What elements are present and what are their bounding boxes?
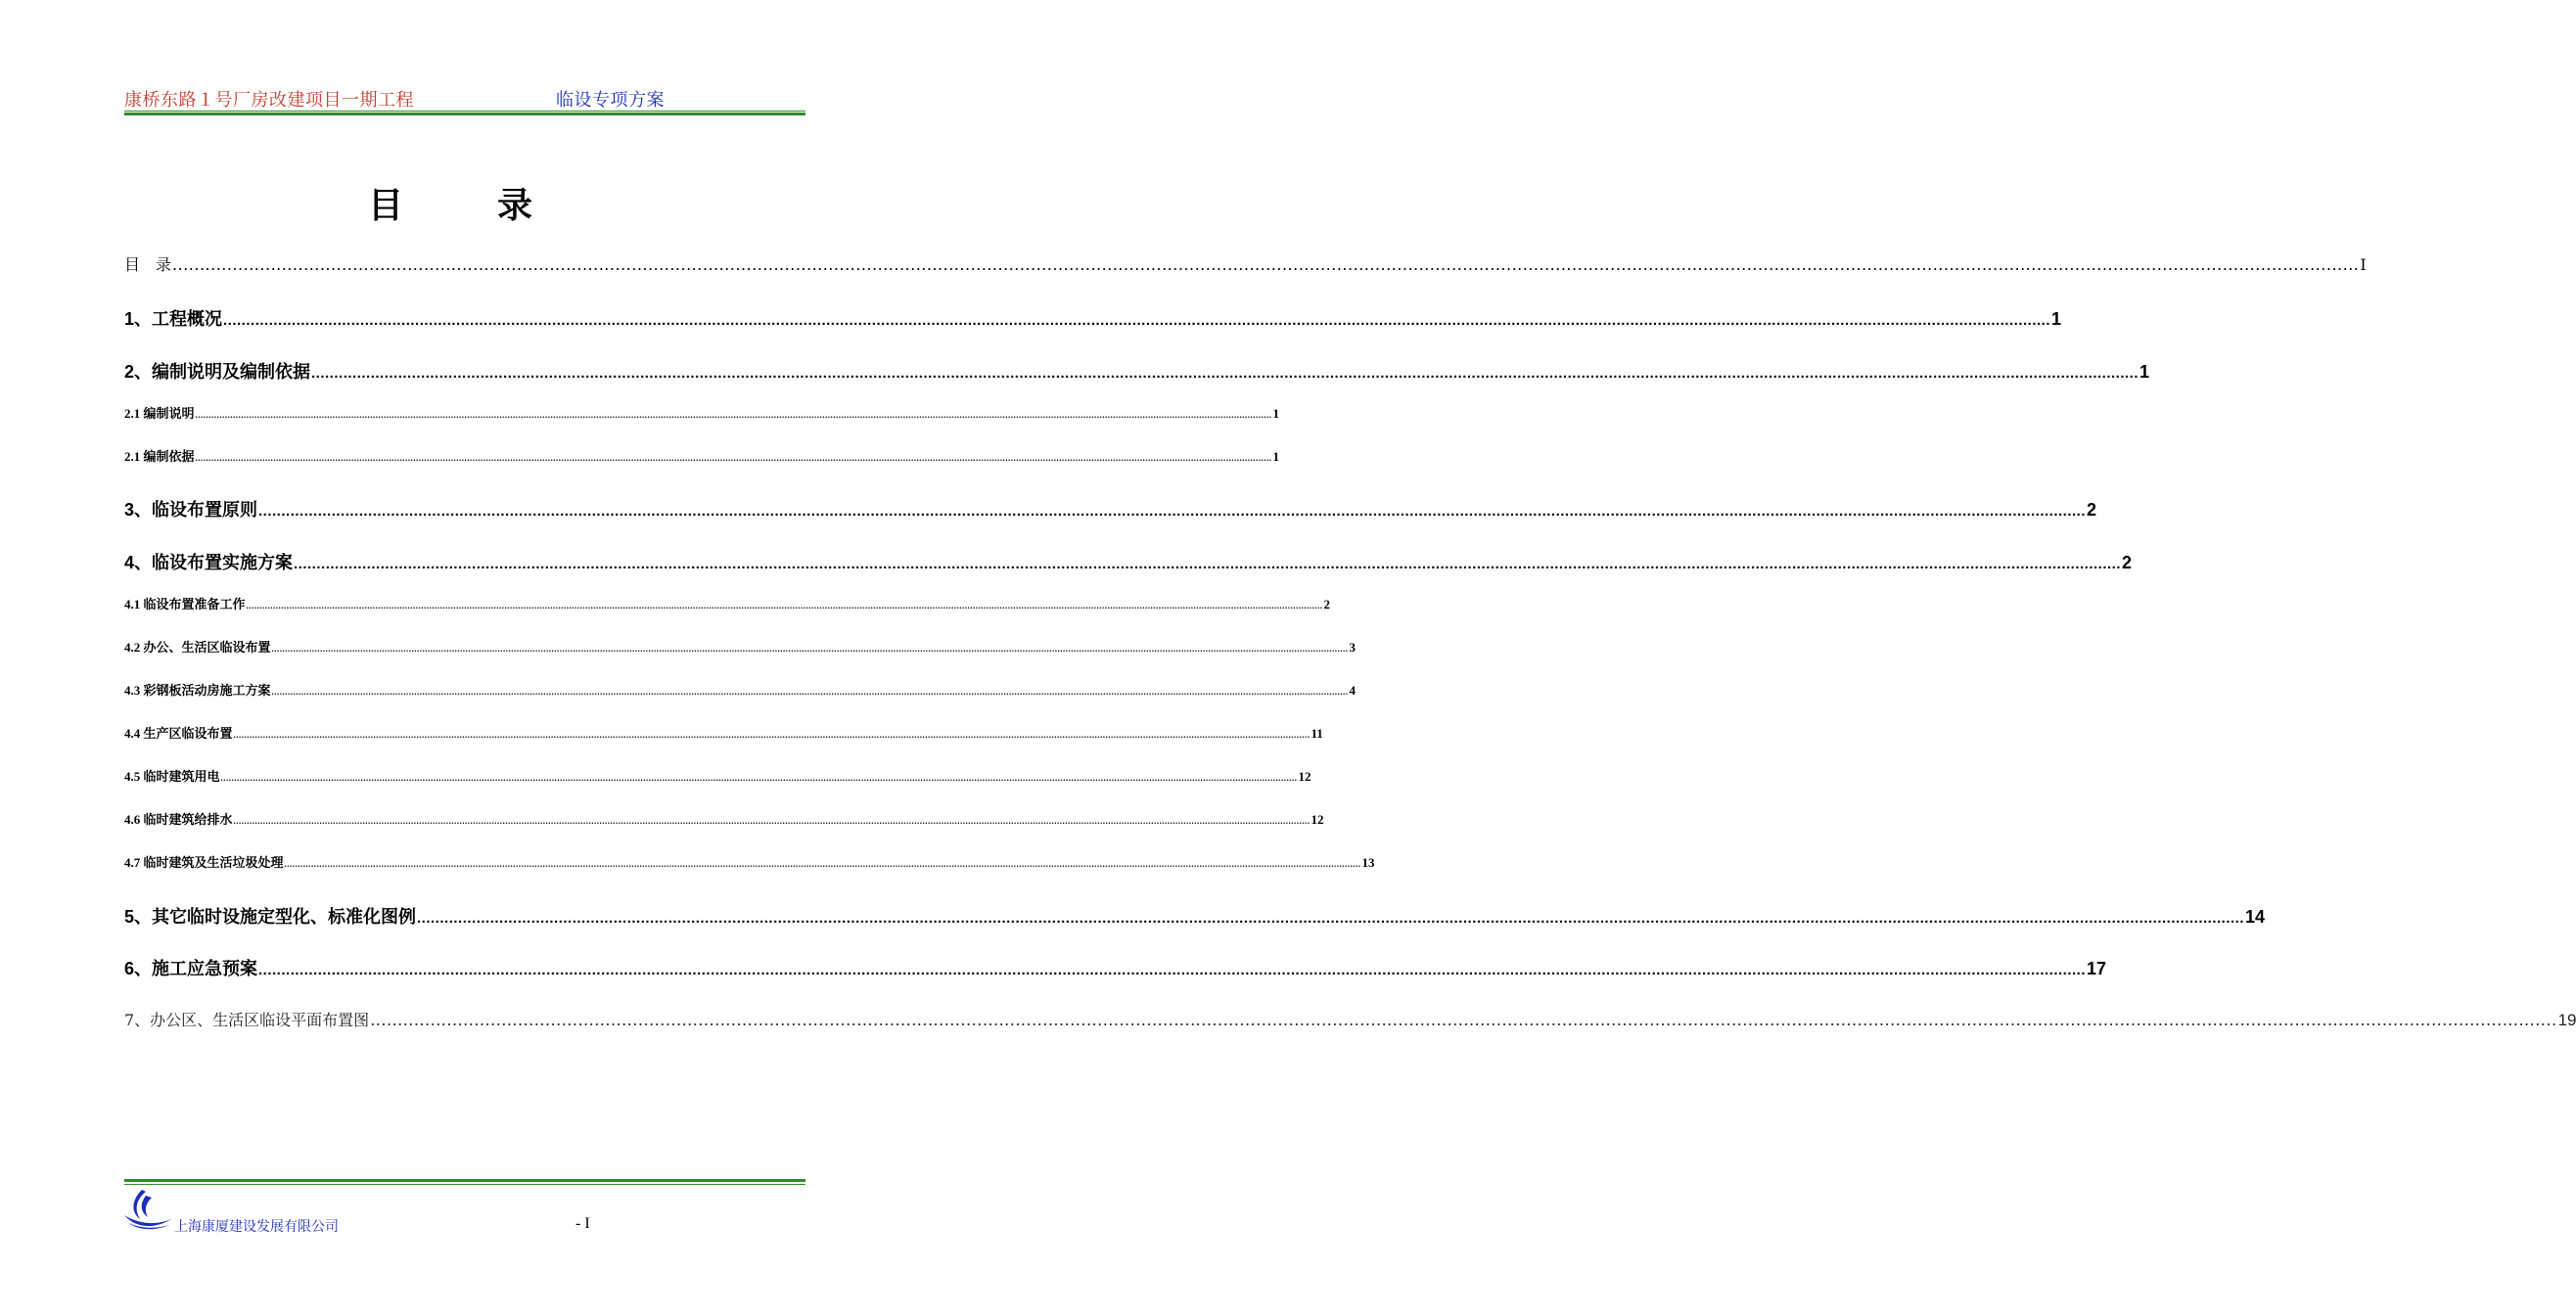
toc-label: 5、其它临时设施定型化、标准化图例 [124, 907, 417, 927]
toc-leader: ................................................................................................................................................................................................................................................................................................................................................................................................................ [223, 312, 2051, 329]
toc-entry-4[interactable] [124, 549, 2133, 574]
toc-leader: ................................................................................................................................................................................................................................................................................................................................................................................................................ [271, 687, 1349, 697]
toc-leader: ................................................................................................................................................................................................................................................................................................................................................................................................................ [220, 773, 1298, 783]
toc-page: 13 [1361, 855, 1375, 870]
header-rule-thick [124, 113, 805, 115]
toc-entry-contents[interactable] [124, 252, 2367, 275]
header-project-title: 康桥东路１号厂房改建项目一期工程 [124, 90, 414, 111]
toc-leader: ................................................................................................................................................................................................................................................................................................................................................................................................................ [233, 816, 1311, 826]
toc-leader: ................................................................................................................................................................................................................................................................................................................................................................................................................ [258, 962, 2087, 978]
toc-entry-7[interactable] [124, 1008, 2576, 1030]
toc-label: 1、工程概况 [124, 309, 223, 329]
toc-page: 12 [1298, 769, 1311, 784]
header-rule-thin [124, 111, 805, 112]
toc-page: 11 [1311, 726, 1323, 741]
toc-entry-3[interactable] [124, 496, 2097, 521]
toc-page: 2 [2087, 500, 2097, 520]
footer-page-number: - I [575, 1215, 590, 1232]
toc-leader: ................................................................................................................................................................................................................................................................................................................................................................................................................ [195, 453, 1272, 463]
toc-label: 4.7 临时建筑及生活垃圾处理 [124, 855, 284, 870]
toc-entry-4-5[interactable] [124, 766, 1311, 785]
toc-label: 4.2 办公、生活区临设布置 [124, 640, 271, 655]
toc-leader: ................................................................................................................................................................................................................................................................................................................................................................................................................ [271, 644, 1349, 654]
toc-label: 7、办公区、生活区临设平面布置图 [124, 1011, 370, 1029]
toc-label: 4.1 临设布置准备工作 [124, 597, 246, 612]
toc-leader: ................................................................................................................................................................................................................................................................................................................................................................................................................ [233, 730, 1311, 740]
toc-label: 目 录 [124, 255, 172, 274]
toc-leader: ................................................................................................................................................................................................................................................................................................................................................................................................................ [195, 410, 1272, 420]
toc-page: 19 [2557, 1011, 2576, 1029]
footer-company-name: 上海康厦建设发展有限公司 [174, 1219, 339, 1235]
toc-leader: ................................................................................................................................................................................................................................................................................................................................................................................................................ [370, 1011, 2557, 1029]
toc-entry-2[interactable] [124, 358, 2150, 384]
footer-rule-thin [124, 1184, 805, 1185]
toc-page: 4 [1349, 683, 1357, 698]
page-title: 目 录 [367, 186, 562, 226]
toc-entry-6[interactable] [124, 955, 2107, 980]
toc-label: 2.1 编制依据 [124, 449, 195, 464]
toc-label: 2、编制说明及编制依据 [124, 362, 311, 382]
toc-entry-4-1[interactable] [124, 594, 1331, 612]
toc-label: 4.6 临时建筑给排水 [124, 812, 233, 827]
company-logo-icon [122, 1186, 173, 1233]
toc-label: 3、临设布置原则 [124, 500, 258, 520]
toc-label: 4.3 彩钢板活动房施工方案 [124, 683, 271, 698]
toc-page: 1 [2139, 362, 2150, 382]
toc-page: 1 [1272, 406, 1280, 421]
footer-rule-thick [124, 1179, 805, 1182]
toc-page: 14 [2245, 907, 2266, 927]
toc-page: 2 [1323, 597, 1331, 612]
toc-entry-5[interactable] [124, 903, 2266, 929]
toc-page: 2 [2122, 553, 2133, 572]
toc-label: 6、施工应急预案 [124, 959, 258, 978]
toc-leader: ................................................................................................................................................................................................................................................................................................................................................................................................................ [311, 365, 2139, 382]
toc-label: 4.5 临时建筑用电 [124, 769, 220, 784]
toc-leader: ................................................................................................................................................................................................................................................................................................................................................................................................................ [417, 910, 2245, 927]
toc-entry-4-2[interactable] [124, 637, 1357, 656]
toc-entry-4-3[interactable] [124, 680, 1357, 699]
toc-leader: ................................................................................................................................................................................................................................................................................................................................................................................................................ [172, 255, 2360, 274]
toc-page: I [2360, 255, 2367, 274]
page-header [124, 86, 805, 110]
toc-entry-1[interactable] [124, 305, 2062, 331]
toc-entry-4-4[interactable] [124, 723, 1323, 742]
toc-page: 1 [2051, 309, 2062, 329]
toc-leader: ................................................................................................................................................................................................................................................................................................................................................................................................................ [246, 601, 1323, 611]
toc-entry-4-7[interactable] [124, 852, 1375, 871]
toc-page: 1 [1272, 449, 1280, 464]
toc-page: 17 [2087, 959, 2107, 978]
toc-leader: ................................................................................................................................................................................................................................................................................................................................................................................................................ [284, 859, 1361, 869]
toc-label: 4.4 生产区临设布置 [124, 726, 233, 741]
toc-entry-4-6[interactable] [124, 809, 1324, 828]
toc-page: 3 [1349, 640, 1357, 655]
toc-entry-2-1-b[interactable] [124, 446, 1280, 465]
header-plan-title: 临设专项方案 [556, 90, 665, 111]
toc-page: 12 [1311, 812, 1324, 827]
toc-entry-2-1-a[interactable] [124, 403, 1280, 422]
toc-leader: ................................................................................................................................................................................................................................................................................................................................................................................................................ [294, 556, 2122, 572]
toc-label: 2.1 编制说明 [124, 406, 195, 421]
toc-leader: ................................................................................................................................................................................................................................................................................................................................................................................................................ [258, 503, 2087, 520]
toc-label: 4、临设布置实施方案 [124, 553, 294, 572]
